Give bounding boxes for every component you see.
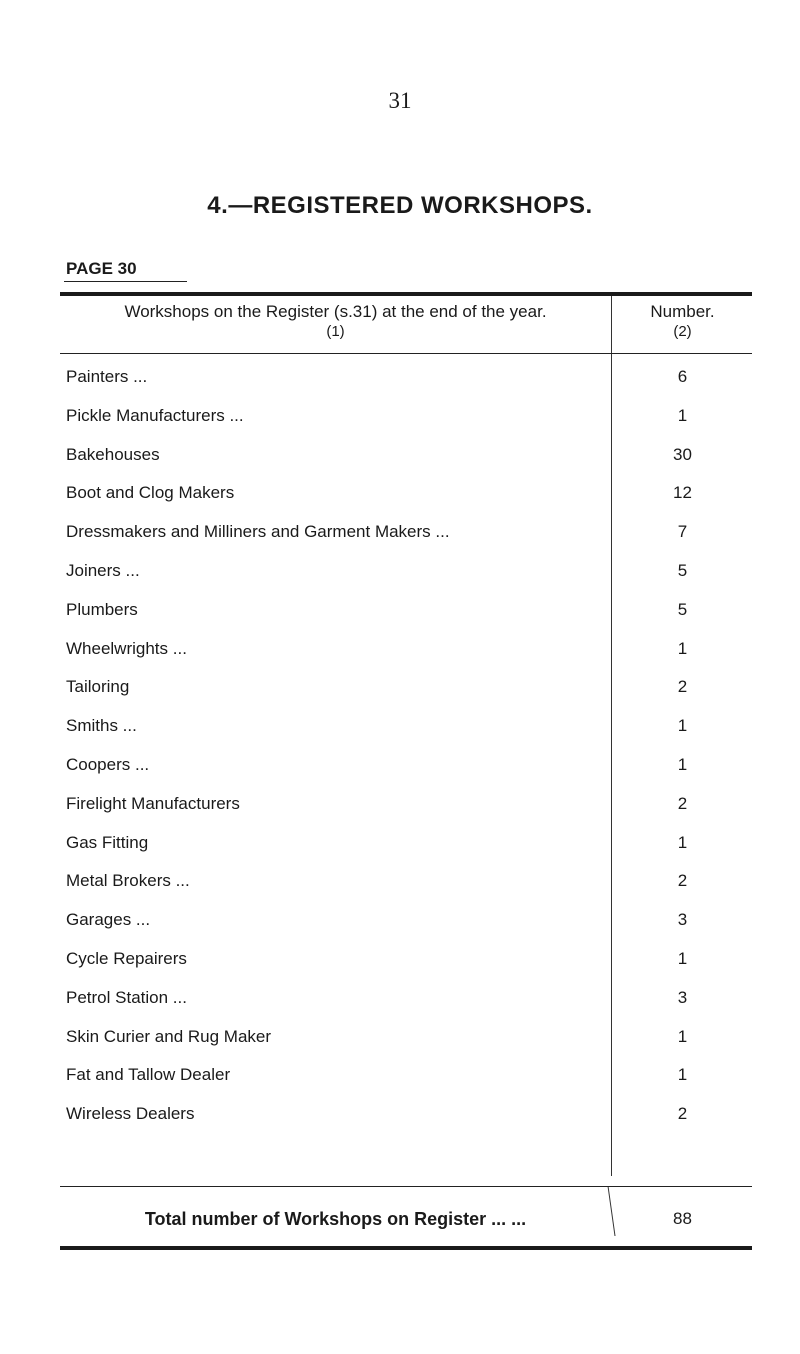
table-row xyxy=(66,793,752,832)
header-workshops xyxy=(60,302,611,342)
table-row xyxy=(66,870,752,909)
section-heading: 4.—REGISTERED WORKSHOPS. xyxy=(207,192,593,219)
workshop-name-text: Dressmakers and Milliners and Garment Makers ... xyxy=(66,522,450,542)
workshop-count: 1 xyxy=(677,832,688,852)
workshop-count: 2 xyxy=(677,793,688,813)
workshop-name xyxy=(66,366,596,388)
workshop-name xyxy=(66,909,596,931)
workshop-count: 30 xyxy=(673,444,692,464)
workshop-name xyxy=(66,870,596,892)
workshop-name xyxy=(66,1103,596,1125)
workshop-count: 7 xyxy=(677,522,688,542)
page-label-underline xyxy=(64,281,187,282)
workshop-name-text: Painters ... xyxy=(66,367,148,386)
table-row xyxy=(66,1026,752,1065)
table-row xyxy=(66,521,752,560)
workshop-count: 1 xyxy=(677,638,688,658)
workshop-name-text: Plumbers xyxy=(66,599,138,619)
table-row xyxy=(66,482,752,521)
table-row xyxy=(66,715,752,754)
workshop-name-text: Petrol Station ... xyxy=(66,987,187,1007)
workshop-name xyxy=(66,832,596,854)
workshop-count: 2 xyxy=(677,1104,688,1124)
workshop-name-text: Metal Brokers ... xyxy=(66,871,190,891)
workshop-count: 1 xyxy=(677,1065,688,1085)
workshop-name xyxy=(66,482,596,504)
workshop-name xyxy=(66,1026,596,1048)
workshop-count: 2 xyxy=(677,677,688,697)
total-value: 88 xyxy=(673,1209,692,1228)
page-reference-label: PAGE 30 xyxy=(66,259,137,278)
workshop-count: 6 xyxy=(677,367,688,386)
table-row xyxy=(66,948,752,987)
header-number xyxy=(613,302,752,342)
table-row xyxy=(66,444,752,483)
workshop-name xyxy=(66,715,596,737)
workshop-count: 1 xyxy=(677,754,688,774)
workshop-name-text: Fat and Tallow Dealer xyxy=(66,1065,231,1085)
table-row xyxy=(66,638,752,677)
workshop-name xyxy=(66,948,596,970)
table-row xyxy=(66,599,752,638)
workshop-name xyxy=(66,560,596,582)
workshop-name xyxy=(66,676,596,698)
header-number-sub: (2) xyxy=(673,323,692,340)
workshop-name-text: Tailoring xyxy=(66,677,130,697)
workshop-name-text: Gas Fitting xyxy=(66,832,149,852)
workshop-name-text: Joiners ... xyxy=(66,560,140,580)
table-row xyxy=(66,366,752,405)
table-row xyxy=(66,754,752,793)
table-row xyxy=(66,676,752,715)
workshop-name xyxy=(66,754,596,776)
workshop-name-text: Pickle Manufacturers ... xyxy=(66,405,244,425)
header-rule xyxy=(60,353,752,354)
workshop-name xyxy=(66,405,596,427)
table-row xyxy=(66,1103,752,1142)
header-number-label: Number. xyxy=(650,302,715,321)
workshop-name-text: Smiths ... xyxy=(66,716,137,736)
workshop-count: 5 xyxy=(677,560,688,580)
workshop-count: 3 xyxy=(677,987,688,1007)
workshop-name-text: Skin Curier and Rug Maker xyxy=(66,1026,272,1046)
table-row xyxy=(66,1064,752,1103)
workshop-count: 1 xyxy=(677,948,688,968)
table-bottom-rule xyxy=(60,1246,752,1250)
workshop-name-text: Coopers ... xyxy=(66,754,150,774)
workshop-name xyxy=(66,599,596,621)
table-row xyxy=(66,560,752,599)
table-row xyxy=(66,832,752,871)
workshop-count: 1 xyxy=(677,716,688,736)
workshop-name-text: Bakehouses xyxy=(66,444,160,464)
table-top-rule xyxy=(60,292,752,296)
total-label: Total number of Workshops on Register ... ... xyxy=(144,1209,527,1229)
workshop-name xyxy=(66,1064,596,1086)
total-rule xyxy=(60,1186,752,1187)
workshop-name xyxy=(66,793,596,815)
workshop-name xyxy=(66,444,596,466)
table-row xyxy=(66,405,752,444)
workshop-count: 2 xyxy=(677,871,688,891)
workshop-name-text: Garages ... xyxy=(66,910,151,930)
workshop-count: 1 xyxy=(677,1026,688,1046)
workshop-name-text: Wheelwrights ... xyxy=(66,638,187,658)
table-row xyxy=(66,987,752,1026)
header-workshops-label: Workshops on the Register (s.31) at the end of the year. xyxy=(124,302,547,321)
workshop-name xyxy=(66,638,596,660)
table-row xyxy=(66,909,752,948)
table-body xyxy=(66,366,752,1142)
workshop-name-text: Firelight Manufacturers xyxy=(66,793,240,813)
workshop-name xyxy=(66,521,596,543)
page-number: 31 xyxy=(388,88,412,113)
table-header xyxy=(60,302,752,352)
workshop-count: 3 xyxy=(677,910,688,930)
workshop-name-text: Cycle Repairers xyxy=(66,948,187,968)
workshop-name-text: Wireless Dealers xyxy=(66,1104,195,1124)
workshop-count: 12 xyxy=(673,483,692,503)
workshop-name-text: Boot and Clog Makers xyxy=(66,483,235,503)
workshop-count: 1 xyxy=(677,405,688,425)
workshop-name xyxy=(66,987,596,1009)
workshop-count: 5 xyxy=(677,599,688,619)
header-workshops-sub: (1) xyxy=(326,323,345,340)
